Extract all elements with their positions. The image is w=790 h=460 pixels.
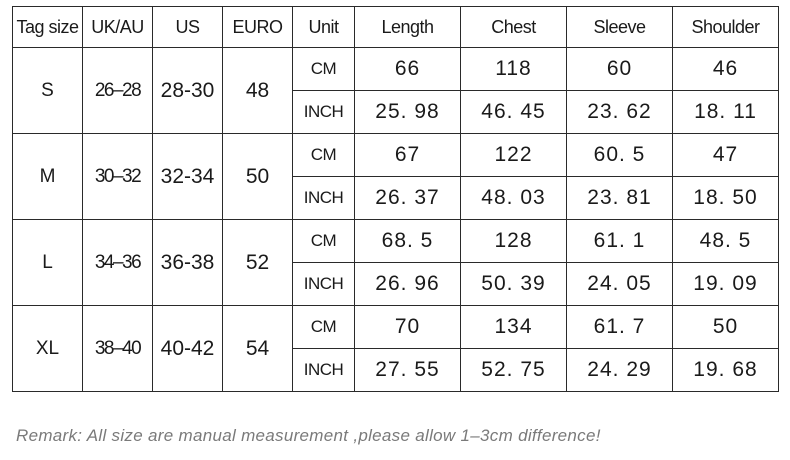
tag-size-cell: M (13, 134, 83, 220)
chest-cell: 134 (461, 306, 567, 349)
chest-cell: 46. 45 (461, 91, 567, 134)
us-cell: 36-38 (153, 220, 223, 306)
header-chest: Chest (461, 7, 567, 48)
chest-cell: 118 (461, 48, 567, 91)
length-cell: 26. 96 (355, 263, 461, 306)
length-cell: 70 (355, 306, 461, 349)
euro-cell: 50 (223, 134, 293, 220)
header-us: US (153, 7, 223, 48)
uk-au-cell: 26–28 (83, 48, 153, 134)
tag-size-cell: L (13, 220, 83, 306)
shoulder-cell: 19. 68 (673, 349, 779, 392)
uk-au-cell: 34–36 (83, 220, 153, 306)
header-shoulder: Shoulder (673, 7, 779, 48)
size-chart-table (12, 6, 779, 392)
unit-cell: CM (293, 306, 355, 349)
header-euro: EURO (223, 7, 293, 48)
length-cell: 68. 5 (355, 220, 461, 263)
us-cell: 28-30 (153, 48, 223, 134)
sleeve-cell: 61. 1 (567, 220, 673, 263)
shoulder-cell: 19. 09 (673, 263, 779, 306)
sleeve-cell: 23. 81 (567, 177, 673, 220)
header-row (13, 7, 779, 48)
table-row-s-cm (13, 48, 779, 91)
sleeve-cell: 23. 62 (567, 91, 673, 134)
shoulder-cell: 18. 50 (673, 177, 779, 220)
header-unit: Unit (293, 7, 355, 48)
uk-au-cell: 38–40 (83, 306, 153, 392)
sleeve-cell: 60 (567, 48, 673, 91)
header-length: Length (355, 7, 461, 48)
length-cell: 66 (355, 48, 461, 91)
shoulder-cell: 18. 11 (673, 91, 779, 134)
tag-size-cell: XL (13, 306, 83, 392)
shoulder-cell: 50 (673, 306, 779, 349)
header-sleeve: Sleeve (567, 7, 673, 48)
table-row-xl-cm (13, 306, 779, 349)
unit-cell: INCH (293, 177, 355, 220)
euro-cell: 48 (223, 48, 293, 134)
unit-cell: CM (293, 134, 355, 177)
sleeve-cell: 61. 7 (567, 306, 673, 349)
length-cell: 25. 98 (355, 91, 461, 134)
length-cell: 67 (355, 134, 461, 177)
unit-cell: INCH (293, 349, 355, 392)
chest-cell: 122 (461, 134, 567, 177)
chest-cell: 48. 03 (461, 177, 567, 220)
length-cell: 27. 55 (355, 349, 461, 392)
table-row-m-cm (13, 134, 779, 177)
shoulder-cell: 47 (673, 134, 779, 177)
unit-cell: CM (293, 220, 355, 263)
unit-cell: INCH (293, 91, 355, 134)
us-cell: 32-34 (153, 134, 223, 220)
length-cell: 26. 37 (355, 177, 461, 220)
table-row-l-cm (13, 220, 779, 263)
euro-cell: 54 (223, 306, 293, 392)
header-tag-size: Tag size (13, 7, 83, 48)
unit-cell: CM (293, 48, 355, 91)
sleeve-cell: 60. 5 (567, 134, 673, 177)
shoulder-cell: 48. 5 (673, 220, 779, 263)
uk-au-cell: 30–32 (83, 134, 153, 220)
chest-cell: 50. 39 (461, 263, 567, 306)
unit-cell: INCH (293, 263, 355, 306)
us-cell: 40-42 (153, 306, 223, 392)
header-uk-au: UK/AU (83, 7, 153, 48)
chest-cell: 128 (461, 220, 567, 263)
remark-note: Remark: All size are manual measurement ,please allow 1–3cm difference! (16, 426, 601, 445)
shoulder-cell: 46 (673, 48, 779, 91)
tag-size-cell: S (13, 48, 83, 134)
sleeve-cell: 24. 29 (567, 349, 673, 392)
sleeve-cell: 24. 05 (567, 263, 673, 306)
chest-cell: 52. 75 (461, 349, 567, 392)
euro-cell: 52 (223, 220, 293, 306)
